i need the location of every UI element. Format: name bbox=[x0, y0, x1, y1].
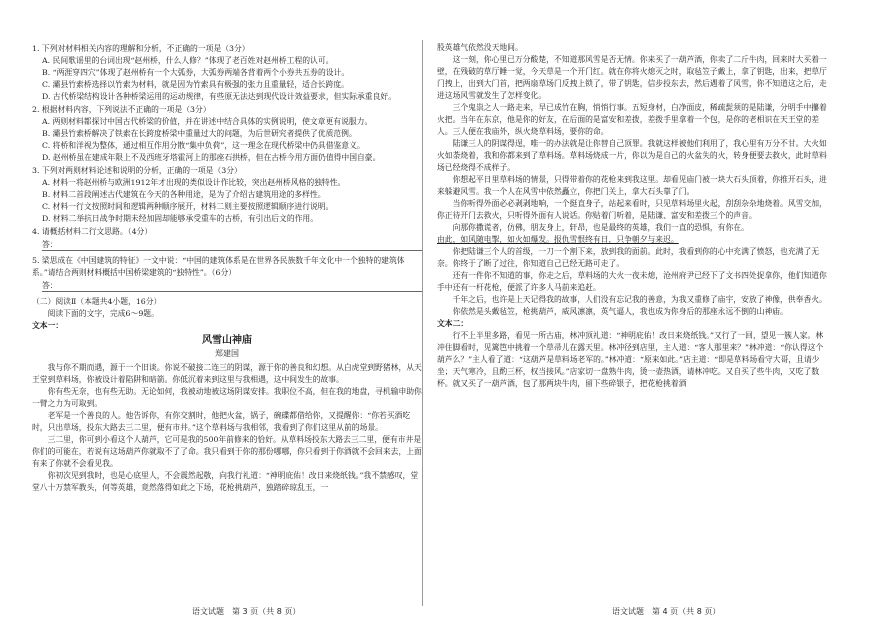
question-1-option-b: B. “两涯穿四穴”体现了赵州桥有一个大弧券，大弧券两端各背着两个小券共五券的设计。 bbox=[42, 68, 350, 77]
question-2-option-d: D. 赵州桥虽在建成年限上不及西班牙塔霍河上的那座石拱桥，但在古桥今用方面仍值得中国自豪。 bbox=[42, 153, 381, 162]
page-footer-right: 语文试题 第 4 页（共 8 页） bbox=[612, 607, 721, 616]
question-2-stem: 2. 根据材料内容，下列说法不正确的一项是（3分） bbox=[32, 105, 211, 114]
question-1-stem: 1. 下列对材料相关内容的理解和分析，不正确的一项是（3分） bbox=[32, 44, 250, 53]
reading-2-heading: （二）阅读Ⅱ（本题共4小题，16分） bbox=[32, 297, 162, 306]
story-paragraph: 你想起平日里草料场的情景，只得带着你的花枪来到我这里。却看见庙门被一块大石头顶着，你推开石头，进来躲避风雪。我一个人在风雪中依然矗立，你把门关上，拿大石头靠了门。 bbox=[437, 175, 827, 196]
question-3-stem: 3. 下列对两则材料论述和说明的分析，正确的一项是（3分） bbox=[32, 166, 242, 175]
text-1-label: 文本一： bbox=[32, 321, 64, 330]
story-paragraph: 千年之后，也许是上天记得我的故事，人们没有忘记我的善意，为我又重修了庙宇，安放了神像，供奉香火。 bbox=[452, 295, 827, 304]
answer-line-4[interactable] bbox=[42, 239, 422, 251]
question-3-option-d: D. 材料二举抗日战争时期未经加固却能够承受重车的古桥，有引出后文的作用。 bbox=[42, 214, 319, 223]
question-1-option-c: C. 灞县竹索桥选择以竹索为材料，就是因为竹索具有极强的张力且重量轻，适合长跨度。 bbox=[42, 80, 349, 89]
question-2-option-a: A. 两则材料都探讨中国古代桥梁的价值，并在讲述中结合具体的实例说明，使文章更有说服力。 bbox=[42, 117, 373, 126]
story-paragraph: 我与你不期而遇，源于一个旧谈。你说不破接二连三的阴谋，源于你的善良和幻想。从白虎堂到野猪林，从天王堂到草料场，你被设计着陷阱和暗箭。你低沉着来到这里与我相遇，这中间发生的故事。 bbox=[32, 363, 422, 384]
question-3-option-c: C. 材料一行文按照时间和逻辑两种顺序展开，材料二则主要按照逻辑顺序进行说明。 bbox=[42, 202, 334, 211]
right-column bbox=[437, 42, 827, 602]
story-paragraph: 三二里，你可到小看这个人葫芦，它可是我的500年前修来的恰好。从草料场投东大路去三二里，便有市井是你们的可能在，若说有这场葫芦你就取不了了命。我只看到于你的那份哪哪，你只看到于你酒就不会回来去，上面有来了你就不会看见我。 bbox=[32, 435, 422, 468]
question-1-option-a: A. 民间歌谣里的台词出现“赵州桥，什么人修？”体现了老百姓对赵州桥工程的认可。 bbox=[42, 56, 334, 65]
story-title: 风雪山神庙 bbox=[202, 335, 252, 346]
left-column bbox=[32, 42, 422, 602]
story-paragraph: 陆谦三人的阴谋得逞，唯一的办法就是让你替自己顶罪。我就这样被他们利用了，我心里有万分不甘。大火如火如荼烧着，我和你都来到了草料场。草料场烧成一片，你以为是自己的火盆失的火，转身便要去救火，此时草料场已经烧得不成样子。 bbox=[437, 139, 827, 172]
text-2-paragraph: 行不上半里多路，看见一所古庙，林冲顶礼道：“神明庇佑！改日来烧纸钱。”又行了一回，望见一簇人家。林冲住脚看时，见篱笆中挑着一个草帚儿在露天里。林冲径到店里，主人道：“客人那里来？”林冲道：“你认得这个葫芦么？”主人看了道：“这葫芦是草料场老军的。”林冲道：“原来如此。”店主道：“即是草料场看守大哥，且请少坐；天气寒冷，且酌三杯，权当接风。”店家切一盘熟牛肉，烫一壶热酒，请林冲吃。又自买了些牛肉，又吃了数杯。就又买了一葫芦酒，包了那两块牛肉，留下些碎银子，把花枪挑着酒 bbox=[437, 331, 824, 388]
story-paragraph: 你有些无奈，也有些无助。无论如何，我被动地被这场阴谋安排。我职位不高，但在我的地盘，寻机输申助你一臂之力为可取到。 bbox=[32, 387, 422, 408]
question-2-option-b: B. 灞县竹索桥解决了铁索在长跨度桥梁中重量过大的问题，为后世研究者提供了优质范例。 bbox=[42, 129, 357, 138]
answer-label-5: 答： bbox=[42, 281, 58, 290]
story-paragraph: 股英雄气依然没天地间。 bbox=[437, 43, 523, 52]
story-paragraph: 向那你撒谎者，仿佛，朋友身上，轩昂，也是最终的英雄，我们一直的恐惧，有你在。 bbox=[452, 223, 749, 232]
story-paragraph: 你依然是头戴毡笠，枪挑葫芦，威风凛凛，英气逼人，我也成为你身后的那座永远不倒的山神庙。 bbox=[452, 307, 788, 316]
text-2-label: 文本二： bbox=[437, 319, 469, 328]
story-paragraph: 三个鬼祟之人一路走来，早已成竹在胸，悄悄行事。五短身材，白净面皮，稀疏髭须的是陆谦，分明手中攥着火把。当年在东京，他是你的好友，在后面的是富安和差拨，差拨手里拿着一个包，是你的老相识在天王堂的差人。三人便在我庙外，纵火烧草料场，要你的命。 bbox=[437, 103, 827, 136]
question-2-option-c: C. 将桥和洋视为整体，通过相互作用分散“集中负荷”，这一理念在现代桥梁中仍具借鉴意义。 bbox=[42, 141, 365, 150]
story-author: 郑建国 bbox=[215, 349, 239, 358]
story-paragraph: 你把陆谦三个人的首级，一刀一个割下来，放到我的面前。此时，我看到你的心中充满了愤怒，也充满了无奈。你终于了断了过往，你知道自己已经无路可走了。 bbox=[437, 247, 820, 268]
story-paragraph: 老军是一个善良的人。他告诉你，有你交割时，他把火盆，锅子，碗碟都借给你，又提醒你：“你若买酒吃时，只出草场，投东大路去三二里，便有市井。”这个草料场与我相邻，我看到了你们这里从前的场景。 bbox=[32, 411, 411, 432]
question-3-option-b: B. 材料二首段阐述古代建筑在今天的各种用途，是为了介绍古建筑用途的多样性。 bbox=[42, 190, 326, 199]
reading-2-instruction: 阅读下面的文字，完成6～9题。 bbox=[47, 309, 159, 318]
underlined-sentence: 由此，如风随电掣，如火如爆发。报仇雪恨终有日，只争朝夕与来迟。 bbox=[437, 235, 679, 244]
question-1-option-d: D. 古代桥梁结构设计各种桥梁运用的运动规律，有些原无法达到现代设计效益要求，但实际承重良好。 bbox=[42, 92, 396, 101]
story-paragraph: 你初次见到我时，也是心底里人，不会震然起敬，向我行礼道：“神明庇佑！改日来烧纸钱。”我不禁感叹，堂堂八十万禁军教头，何等英雄，竟然落得如此之下场，花枪挑葫芦，独踏碎琼乱玉，一 bbox=[32, 471, 419, 492]
question-5-stem: 5. 梁思成在《中国建筑的特征》一文中说：“中国的建筑体系是在世界各民族数千年文化中一个独特的建筑体系。”请结合两则材料概括中国桥梁建筑的“独特性”。（6分） bbox=[32, 256, 405, 277]
answer-label-4: 答： bbox=[42, 240, 58, 249]
answer-line-5[interactable] bbox=[42, 280, 422, 292]
story-paragraph: 这一刻，你心里已万分酸楚，不知道那风雪是否无情。你来买了一葫芦酒，你卖了二斤牛肉，回来时大买着一壁，在残破的草厅睡一觉，今天草是一个开门红。就在你将火熄灭之时，取毡笠子戴上，拿了钥匙，出来，把草厅门拽上，出到大门首，把两扇草场门反拽上锁了，带了钥匙，信步投东去，然后遇着了风雪，你不知道这之后，走进这场风雪就发生了怎样变化。 bbox=[437, 55, 827, 100]
page-footer-left: 语文试题 第 3 页（共 8 页） bbox=[192, 607, 301, 616]
question-4-stem: 4. 请概括材料二行文思路。（4分） bbox=[32, 227, 153, 236]
question-3-option-a: A. 材料一将赵州桥与欧洲1912年才出现的类似设计作比较，突出赵州桥风格的独特性。 bbox=[42, 178, 346, 187]
story-paragraph: 当你听得外面必必剥剥地响，一个挺直身子，站起来看时，只见草料场里火起，刮刮杂杂地烧着。风雪交加，你正待开门去救火，只听得外面有人说话。你贴着门听着，是陆谦、富安和差拨三个的声音。 bbox=[437, 199, 827, 220]
column-divider bbox=[422, 40, 423, 606]
story-paragraph: 还有一件你不知道的事，你走之后，草料场的大火一夜未熄，沧州府尹已经下了文书四处捉拿你，他们知道你手中还有一杆花枪，便派了许多人马前来追赶。 bbox=[437, 271, 827, 292]
